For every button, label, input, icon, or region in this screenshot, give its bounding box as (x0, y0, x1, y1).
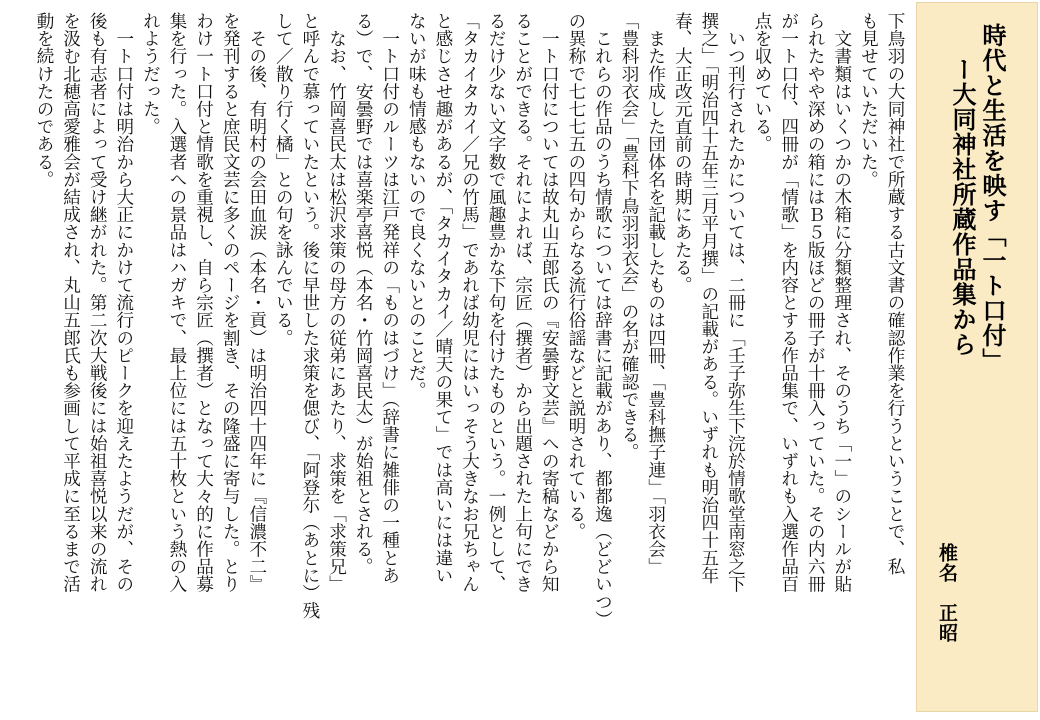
body-text-line: 文書類はいくつかの木箱に分類整理され、そのうち「一」のシールが貼 (831, 12, 852, 593)
body-text-line: ることができる。それによれば、宗匠（撰者）から出題された上句にでき (512, 12, 533, 593)
body-text-line: と呼んで慕っていたという。後に早世した求策を偲び、「阿登尓（あとに）残 (299, 12, 320, 620)
body-text-line: を発刊すると庶民文芸に多くのページを割き、その隆盛に寄与した。とり (220, 12, 241, 593)
body-text-line: いつ刊行されたかについては、二冊に「壬子弥生下浣於情歌堂南窓之下 (725, 12, 746, 593)
article-title: 時代と生活を映す「一ト口付」 (978, 23, 1007, 373)
body-text-line: 春、大正改元直前の時期にあたる。 (672, 12, 693, 294)
body-text-line: る）で、安曇野では喜楽亭喜悦（本名・竹岡喜民太）が始祖とされる。 (353, 12, 374, 576)
body-text-line: れようだった。 (140, 12, 161, 136)
body-text-line: の異称で七七七五の四句からなる流行俗謡などと説明されている。 (565, 12, 586, 540)
body-text-line: して／散り行く橘」との句を詠んでいる。 (273, 12, 294, 347)
body-text-line: 動を続けたのである。 (34, 12, 54, 188)
body-text-line: ないが味も情感もないので良くないとのことだ。 (406, 12, 427, 400)
body-text-line: 一ト口付は明治から大正にかけて流行のピークを迎えたようだが、その (113, 12, 134, 593)
body-text-line: 一ト口付のルーツは江戸発祥の「ものはづけ」（辞書に雑俳の一種とあ (379, 12, 400, 584)
author-name: 椎名 正昭 (936, 543, 958, 643)
title-panel (916, 2, 1038, 712)
body-text-line: 下鳥羽の大同神社で所蔵する古文書の確認作業を行うということで、私 (885, 12, 905, 576)
article-body-area (28, 12, 908, 712)
body-text-line: 一ト口付については故丸山五郎氏の『安曇野文芸』への寄稿などから知 (539, 12, 560, 593)
body-text-line: られたやや深めの箱にはＢ５版ほどの冊子が十冊入っていた。その内六冊 (805, 12, 826, 593)
body-text-line: 集を行った。入選者への景品はハガキで、最上位には五十枚という熱の入 (166, 12, 187, 593)
body-text-line: が一ト口付、四冊が「情歌」を内容とする作品集で、いずれも入選作品百 (778, 12, 799, 593)
body-text-line: も見せていただいた。 (858, 12, 879, 188)
body-text-line: なお、竹岡喜民太は松沢求策の母方の従弟にあたり、求策を「求策兄」 (326, 12, 347, 593)
body-text-line: 後も有志者によって受け継がれた。第二次大戦後には始祖喜悦以来の流れ (87, 12, 108, 593)
body-text-line: 「タカイタカイ／兄の竹馬」であれば幼児にはいっそう大きなお兄ちゃん (459, 12, 480, 593)
body-text-line: と感じさせ趣があるが、「タカイタカイ／晴天の果て」では高いには違い (432, 12, 453, 584)
body-text-line: わけ一ト口付と情歌を重視し、自ら宗匠（撰者）となって大々的に作品募 (193, 12, 214, 593)
body-text-line: また作成した団体名を記載したものは四冊、「豊科撫子連」「羽衣会」 (645, 12, 666, 576)
article-subtitle: ー大同神社所蔵作品集から (948, 57, 977, 357)
body-text-line: その後、有明村の会田血涙（本名・貢）は明治四十四年に『信濃不二』 (246, 12, 267, 593)
body-text-line: 撰之」「明治四十五年三月平月撰」の記載がある。いずれも明治四十五年 (698, 12, 719, 584)
body-text-line: これらの作品のうち情歌については辞書に記載があり、都都逸（どどいつ） (592, 12, 613, 628)
body-text-line: 点を収めている。 (752, 12, 773, 153)
article-body (30, 12, 908, 712)
body-text-line: 「豊科羽衣会」「豊科下鳥羽羽衣会」の名が確認できる。 (619, 12, 640, 461)
body-text-line: るだけ少ない文字数で風趣豊かな下句を付けたものという。一例として、 (486, 12, 507, 593)
body-text-line: を汲む北穂高愛雅会が結成され、丸山五郎氏も参画して平成に至るまで活 (60, 12, 81, 593)
